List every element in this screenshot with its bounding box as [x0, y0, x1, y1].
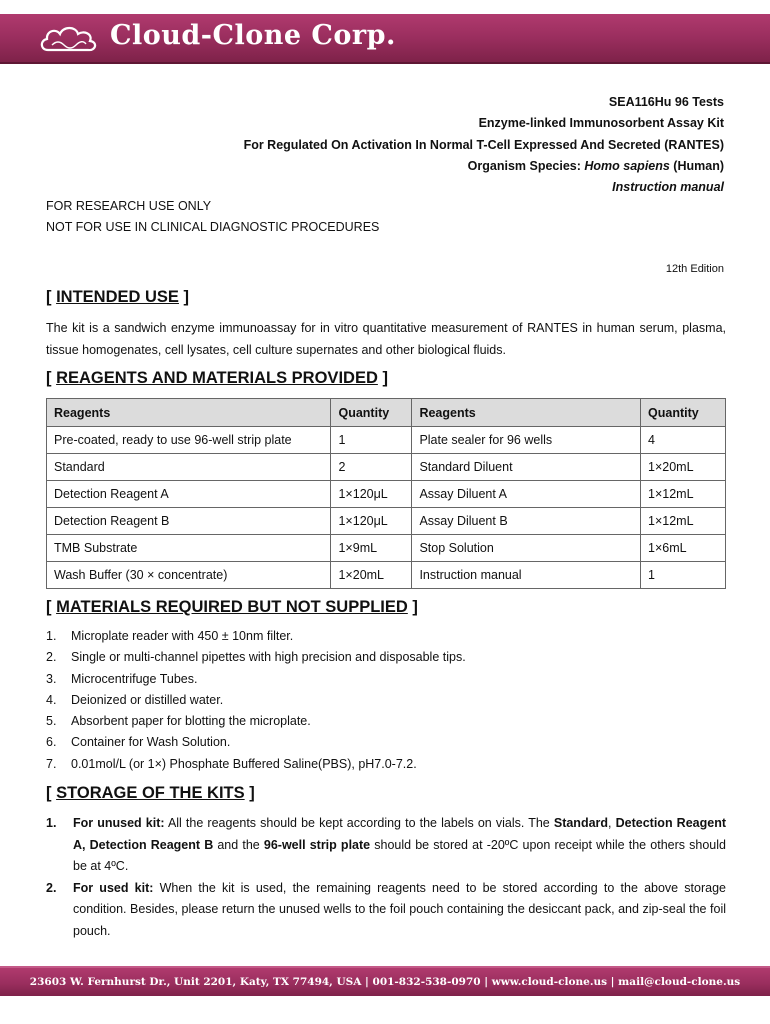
edition: 12th Edition — [665, 263, 724, 275]
table-cell: 1×20mL — [331, 562, 412, 589]
research-notice — [46, 196, 379, 238]
table-cell: 1×120μL — [331, 508, 412, 535]
brand-name: Cloud-Clone Corp. — [110, 20, 396, 51]
list-item: 3. Microcentrifuge Tubes. — [46, 671, 198, 686]
footer-contact: 23603 W. Fernhurst Dr., Unit 2201, Katy, TX 77494, USA | 001-832-538-0970 | www.cloud-clone.us | mail@cloud-clone.us — [29, 976, 741, 988]
table-cell: 1×6mL — [641, 535, 726, 562]
reagents-heading: [ REAGENTS AND MATERIALS PROVIDED ] — [46, 369, 388, 387]
organism-species — [244, 156, 724, 177]
title-block — [244, 92, 724, 198]
list-item: 7. 0.01mol/L (or 1×) Phosphate Buffered Saline(PBS), pH7.0-7.2. — [46, 756, 417, 771]
header-band — [0, 14, 770, 64]
intended-use-text: The kit is a sandwich enzyme immunoassay for in vitro quantitative measurement of RANTES in human serum, plasma, tissue homogenates, cell lysates, cell culture supernates and other biological fluids. — [46, 321, 726, 357]
column-header: Reagents — [412, 399, 641, 427]
table-cell: Wash Buffer (30 × concentrate) — [47, 562, 331, 589]
table-header-row — [47, 399, 726, 427]
footer-band — [0, 966, 770, 996]
intended-use-heading: [ INTENDED USE ] — [46, 288, 190, 306]
table-cell: 1×12mL — [641, 508, 726, 535]
cloud-clone-logo-icon — [38, 22, 100, 56]
species-latin: Homo sapiens — [584, 158, 670, 173]
table-cell: Detection Reagent B — [47, 508, 331, 535]
table-row — [47, 427, 726, 454]
table-cell: Standard Diluent — [412, 454, 641, 481]
list-item: 5. Absorbent paper for blotting the microplate. — [46, 714, 311, 729]
list-item: 2. For used kit: When the kit is used, the remaining reagents need to be stored according to the above storage condition. Besides, please return the unused wells to the foil pouch containing the desiccant pack, and zip-seal the foil pouch. — [46, 880, 726, 938]
table-row — [47, 562, 726, 589]
materials-required-list — [46, 626, 726, 775]
species-label: Organism Species: — [467, 158, 585, 173]
table-cell: 1×120μL — [331, 481, 412, 508]
table-cell: 2 — [331, 454, 412, 481]
list-item: 1. Microplate reader with 450 ± 10nm filter. — [46, 629, 294, 643]
catalog-number: SEA116Hu 96 Tests — [608, 95, 724, 109]
table-cell: 1×9mL — [331, 535, 412, 562]
storage-heading: [ STORAGE OF THE KITS ] — [46, 784, 255, 802]
table-cell: 1 — [331, 427, 412, 454]
table-cell: 1 — [641, 562, 726, 589]
list-item: 6. Container for Wash Solution. — [46, 735, 231, 750]
list-item: 4. Deionized or distilled water. — [46, 692, 224, 707]
table-cell: TMB Substrate — [47, 535, 331, 562]
reagents-table — [46, 398, 726, 589]
table-cell: Assay Diluent A — [412, 481, 641, 508]
column-header: Quantity — [331, 399, 412, 427]
table-cell: Plate sealer for 96 wells — [412, 427, 641, 454]
table-cell: Instruction manual — [412, 562, 641, 589]
table-row — [47, 535, 726, 562]
table-cell: Standard — [47, 454, 331, 481]
table-cell: 1×20mL — [641, 454, 726, 481]
table-cell: 4 — [641, 427, 726, 454]
target-name: For Regulated On Activation In Normal T-Cell Expressed And Secreted (RANTES) — [243, 137, 724, 152]
doc-type-text: Instruction manual — [612, 180, 724, 195]
column-header: Reagents — [47, 399, 331, 427]
list-item: 1. For unused kit: All the reagents should be kept according to the labels on vials. The Standard, Detection Reagent A, Detection Reagent B and the 96-well strip plate should be stored at -20ºC upon receipt while the others should be at 4ºC. — [46, 816, 726, 873]
table-cell: Pre-coated, ready to use 96-well strip plate — [47, 427, 331, 454]
table-row — [47, 481, 726, 508]
table-cell: Stop Solution — [412, 535, 641, 562]
species-common: (Human) — [669, 158, 724, 173]
column-header: Quantity — [641, 399, 726, 427]
notice-line-2: NOT FOR USE IN CLINICAL DIAGNOSTIC PROCEDURES — [46, 220, 380, 234]
table-cell: Detection Reagent A — [47, 481, 331, 508]
table-cell: 1×12mL — [641, 481, 726, 508]
storage-list — [46, 813, 726, 942]
notice-line-1: FOR RESEARCH USE ONLY — [46, 199, 212, 213]
table-cell: Assay Diluent B — [412, 508, 641, 535]
list-item: 2. Single or multi-channel pipettes with high precision and disposable tips. — [46, 650, 466, 665]
table-row — [47, 508, 726, 535]
table-row — [47, 454, 726, 481]
materials-required-heading: [ MATERIALS REQUIRED BUT NOT SUPPLIED ] — [46, 598, 418, 616]
kit-type: Enzyme-linked Immunosorbent Assay Kit — [478, 116, 724, 131]
